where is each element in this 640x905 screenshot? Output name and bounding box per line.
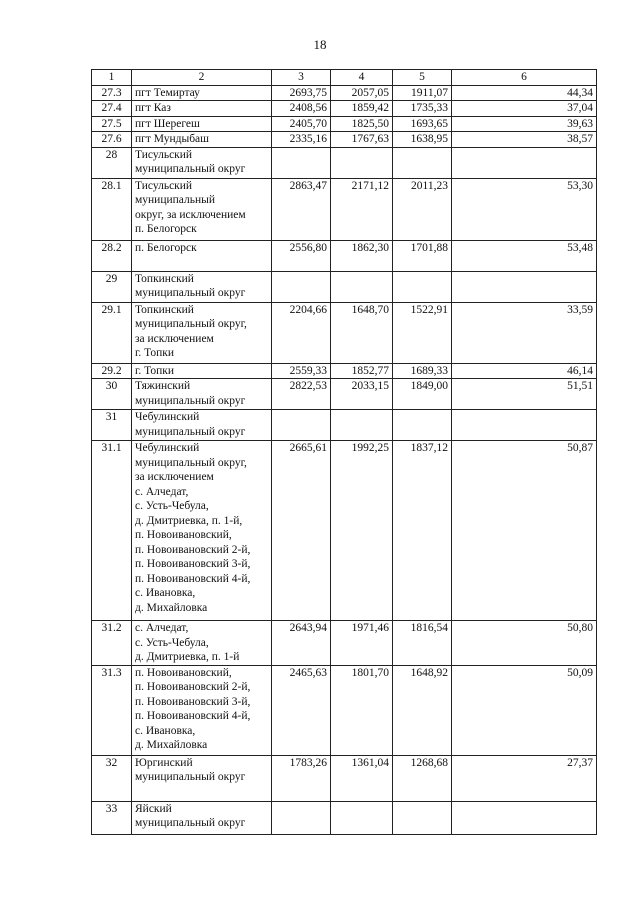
value-col-4-cell: 1767,63 bbox=[331, 132, 393, 148]
value-col-6-cell bbox=[452, 271, 597, 302]
value-col-3-cell bbox=[272, 801, 331, 834]
territory-name-cell: Яйский муниципальный округ bbox=[132, 801, 272, 834]
territory-name-cell: пгт Шерегеш bbox=[132, 116, 272, 132]
value-col-5-cell: 1522,91 bbox=[393, 302, 452, 363]
value-col-3-cell: 2204,66 bbox=[272, 302, 331, 363]
value-col-5-cell: 1911,07 bbox=[393, 85, 452, 101]
table-row bbox=[92, 85, 597, 101]
territory-name-cell: Тисульский муниципальный округ, за исключением п. Белогорск bbox=[132, 178, 272, 240]
header-cell: 3 bbox=[272, 70, 331, 86]
row-number-cell: 33 bbox=[92, 801, 132, 834]
value-col-5-cell: 1816,54 bbox=[393, 621, 452, 666]
header-cell: 6 bbox=[452, 70, 597, 86]
value-col-4-cell: 1862,30 bbox=[331, 240, 393, 271]
table-row bbox=[92, 410, 597, 441]
header-cell: 1 bbox=[92, 70, 132, 86]
value-col-3-cell bbox=[272, 271, 331, 302]
value-col-5-cell: 1693,65 bbox=[393, 116, 452, 132]
value-col-3-cell bbox=[272, 147, 331, 178]
table-row bbox=[92, 441, 597, 621]
table-row bbox=[92, 101, 597, 117]
row-number-cell: 27.3 bbox=[92, 85, 132, 101]
value-col-4-cell bbox=[331, 271, 393, 302]
table-row bbox=[92, 271, 597, 302]
value-col-4-cell: 1971,46 bbox=[331, 621, 393, 666]
table-row bbox=[92, 363, 597, 379]
territory-name-cell: Тяжинский муниципальный округ bbox=[132, 379, 272, 410]
value-col-4-cell bbox=[331, 410, 393, 441]
row-number-cell: 29.2 bbox=[92, 363, 132, 379]
table-row bbox=[92, 116, 597, 132]
value-col-5-cell: 1638,95 bbox=[393, 132, 452, 148]
row-number-cell: 27.5 bbox=[92, 116, 132, 132]
territory-name-cell: пгт Темиртау bbox=[132, 85, 272, 101]
row-number-cell: 29.1 bbox=[92, 302, 132, 363]
row-number-cell: 28 bbox=[92, 147, 132, 178]
value-col-3-cell: 2643,94 bbox=[272, 621, 331, 666]
territory-name-cell: Чебулинский муниципальный округ bbox=[132, 410, 272, 441]
value-col-6-cell: 53,30 bbox=[452, 178, 597, 240]
row-number-cell: 31.1 bbox=[92, 441, 132, 621]
tariff-table bbox=[91, 69, 597, 835]
row-number-cell: 28.1 bbox=[92, 178, 132, 240]
row-number-cell: 30 bbox=[92, 379, 132, 410]
value-col-6-cell: 53,48 bbox=[452, 240, 597, 271]
value-col-4-cell: 1992,25 bbox=[331, 441, 393, 621]
value-col-4-cell: 1825,50 bbox=[331, 116, 393, 132]
value-col-5-cell: 1837,12 bbox=[393, 441, 452, 621]
row-number-cell: 27.4 bbox=[92, 101, 132, 117]
row-number-cell: 28.2 bbox=[92, 240, 132, 271]
value-col-6-cell: 50,09 bbox=[452, 665, 597, 755]
table-row bbox=[92, 178, 597, 240]
territory-name-cell: Чебулинский муниципальный округ, за исключением с. Алчедат, с. Усть-Чебула, д. Дмитриевка, п. 1-й, п. Новоивановский, п. Новоивановский 2-й, п. Новоивановский 3-й, п. Новоивановский 4-й, с. Ивановка, д. Михайловка bbox=[132, 441, 272, 621]
value-col-3-cell: 2822,53 bbox=[272, 379, 331, 410]
row-number-cell: 31 bbox=[92, 410, 132, 441]
value-col-6-cell: 38,57 bbox=[452, 132, 597, 148]
value-col-4-cell bbox=[331, 147, 393, 178]
table-row bbox=[92, 379, 597, 410]
value-col-3-cell: 2405,70 bbox=[272, 116, 331, 132]
value-col-5-cell: 1849,00 bbox=[393, 379, 452, 410]
table-row bbox=[92, 240, 597, 271]
territory-name-cell: с. Алчедат, с. Усть-Чебула, д. Дмитриевка, п. 1-й bbox=[132, 621, 272, 666]
value-col-6-cell: 51,51 bbox=[452, 379, 597, 410]
value-col-6-cell bbox=[452, 147, 597, 178]
value-col-5-cell bbox=[393, 410, 452, 441]
value-col-3-cell: 2863,47 bbox=[272, 178, 331, 240]
page-number: 18 bbox=[313, 37, 327, 52]
value-col-3-cell: 2665,61 bbox=[272, 441, 331, 621]
territory-name-cell: Юргинский муниципальный округ bbox=[132, 755, 272, 801]
row-number-cell: 31.3 bbox=[92, 665, 132, 755]
value-col-5-cell: 2011,23 bbox=[393, 178, 452, 240]
territory-name-cell: п. Новоивановский, п. Новоивановский 2-й, п. Новоивановский 3-й, п. Новоивановский 4-й, с. Ивановка, д. Михайловка bbox=[132, 665, 272, 755]
value-col-6-cell: 44,34 bbox=[452, 85, 597, 101]
table-row bbox=[92, 147, 597, 178]
value-col-3-cell: 2465,63 bbox=[272, 665, 331, 755]
value-col-3-cell bbox=[272, 410, 331, 441]
table-row bbox=[92, 755, 597, 801]
territory-name-cell: г. Топки bbox=[132, 363, 272, 379]
value-col-5-cell: 1735,33 bbox=[393, 101, 452, 117]
value-col-5-cell: 1648,92 bbox=[393, 665, 452, 755]
value-col-6-cell: 46,14 bbox=[452, 363, 597, 379]
header-row bbox=[92, 70, 597, 86]
territory-name-cell: п. Белогорск bbox=[132, 240, 272, 271]
value-col-5-cell bbox=[393, 147, 452, 178]
value-col-6-cell bbox=[452, 410, 597, 441]
table-row bbox=[92, 302, 597, 363]
value-col-4-cell: 2171,12 bbox=[331, 178, 393, 240]
value-col-3-cell: 2335,16 bbox=[272, 132, 331, 148]
table-row bbox=[92, 801, 597, 834]
territory-name-cell: Топкинский муниципальный округ, за исключением г. Топки bbox=[132, 302, 272, 363]
row-number-cell: 32 bbox=[92, 755, 132, 801]
value-col-6-cell: 50,80 bbox=[452, 621, 597, 666]
row-number-cell: 27.6 bbox=[92, 132, 132, 148]
value-col-4-cell: 2057,05 bbox=[331, 85, 393, 101]
value-col-6-cell: 27,37 bbox=[452, 755, 597, 801]
value-col-3-cell: 2559,33 bbox=[272, 363, 331, 379]
value-col-3-cell: 2556,80 bbox=[272, 240, 331, 271]
table-row bbox=[92, 621, 597, 666]
value-col-6-cell bbox=[452, 801, 597, 834]
value-col-6-cell: 33,59 bbox=[452, 302, 597, 363]
value-col-5-cell: 1701,88 bbox=[393, 240, 452, 271]
value-col-5-cell bbox=[393, 271, 452, 302]
row-number-cell: 29 bbox=[92, 271, 132, 302]
header-cell: 5 bbox=[393, 70, 452, 86]
value-col-4-cell: 1361,04 bbox=[331, 755, 393, 801]
territory-name-cell: пгт Мундыбаш bbox=[132, 132, 272, 148]
header-cell: 2 bbox=[132, 70, 272, 86]
value-col-3-cell: 1783,26 bbox=[272, 755, 331, 801]
value-col-6-cell: 37,04 bbox=[452, 101, 597, 117]
table-row bbox=[92, 132, 597, 148]
value-col-5-cell: 1689,33 bbox=[393, 363, 452, 379]
territory-name-cell: Топкинский муниципальный округ bbox=[132, 271, 272, 302]
territory-name-cell: Тисульский муниципальный округ bbox=[132, 147, 272, 178]
value-col-4-cell: 1859,42 bbox=[331, 101, 393, 117]
value-col-5-cell: 1268,68 bbox=[393, 755, 452, 801]
value-col-4-cell: 1852,77 bbox=[331, 363, 393, 379]
value-col-3-cell: 2693,75 bbox=[272, 85, 331, 101]
value-col-4-cell bbox=[331, 801, 393, 834]
value-col-4-cell: 1801,70 bbox=[331, 665, 393, 755]
value-col-6-cell: 39,63 bbox=[452, 116, 597, 132]
row-number-cell: 31.2 bbox=[92, 621, 132, 666]
header-cell: 4 bbox=[331, 70, 393, 86]
value-col-5-cell bbox=[393, 801, 452, 834]
value-col-4-cell: 2033,15 bbox=[331, 379, 393, 410]
value-col-6-cell: 50,87 bbox=[452, 441, 597, 621]
value-col-3-cell: 2408,56 bbox=[272, 101, 331, 117]
table-row bbox=[92, 665, 597, 755]
territory-name-cell: пгт Каз bbox=[132, 101, 272, 117]
value-col-4-cell: 1648,70 bbox=[331, 302, 393, 363]
